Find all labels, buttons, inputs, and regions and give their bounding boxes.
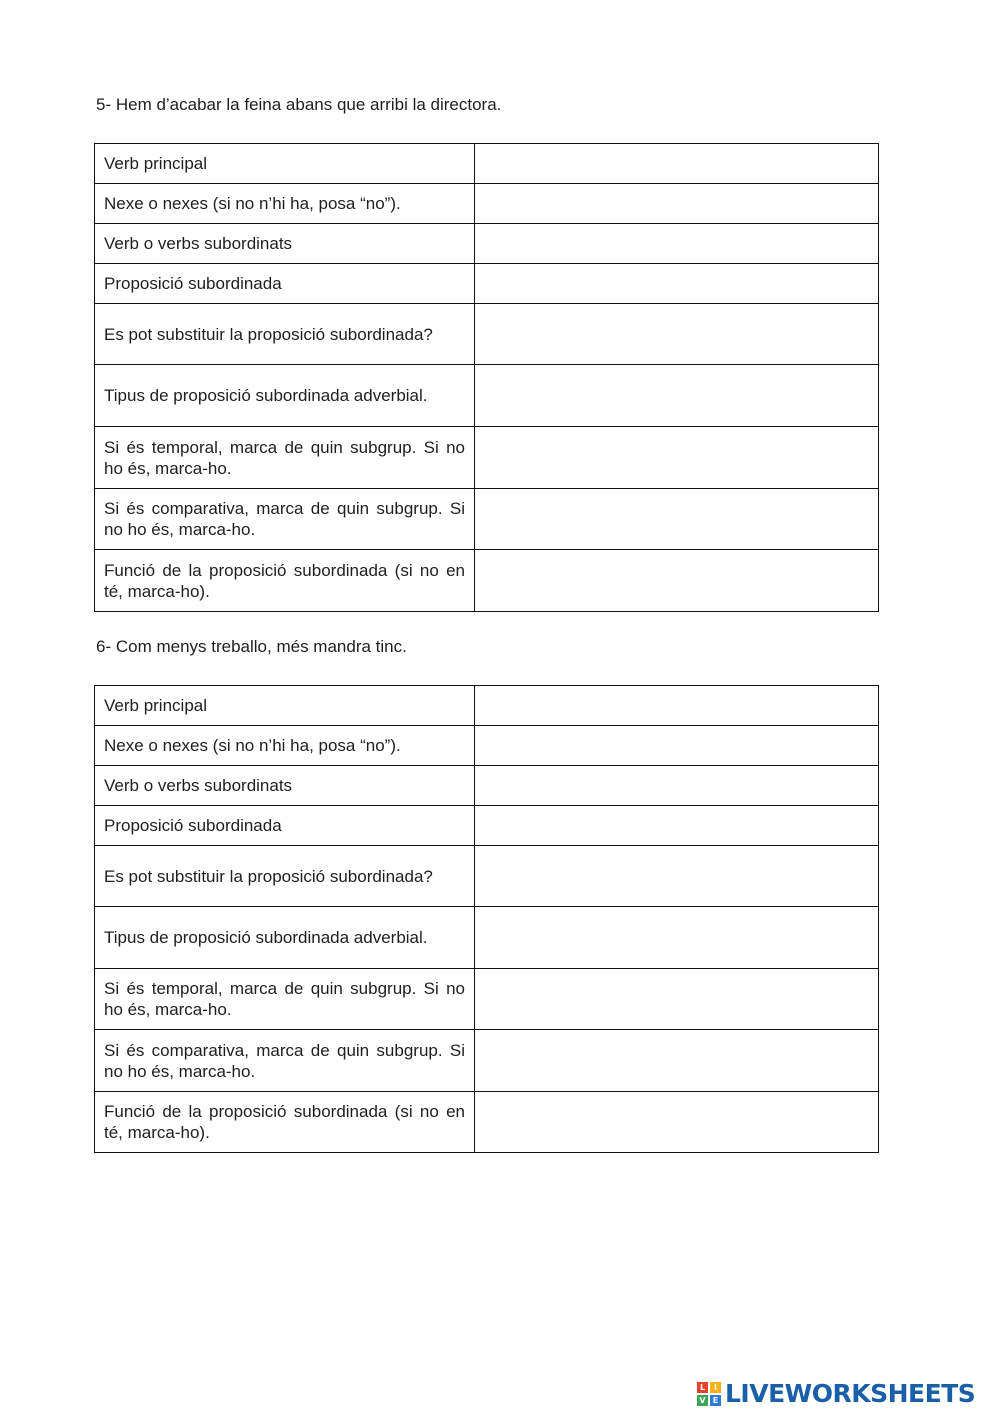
answer-cell-proposicio-subordinada[interactable] xyxy=(475,264,879,304)
table-row xyxy=(95,846,879,907)
logo-letter: I xyxy=(710,1382,721,1393)
answer-cell-proposicio-subordinada[interactable] xyxy=(475,806,879,846)
row-label-substituir: Es pot substituir la proposició subordinada? xyxy=(95,846,475,907)
table-row xyxy=(95,806,879,846)
row-label-tipus: Tipus de proposició subordinada adverbial. xyxy=(95,907,475,969)
table-row xyxy=(95,726,879,766)
row-label-temporal: Si és temporal, marca de quin subgrup. Si no ho és, marca-ho. xyxy=(95,969,475,1030)
table-row xyxy=(95,907,879,969)
row-label-nexe: Nexe o nexes (si no n’hi ha, posa “no”). xyxy=(95,726,475,766)
row-label-comparativa: Si és comparativa, marca de quin subgrup. Si no ho és, marca-ho. xyxy=(95,489,475,550)
answer-cell-tipus[interactable] xyxy=(475,907,879,969)
question-6-prompt: 6- Com menys treballo, més mandra tinc. xyxy=(96,637,407,656)
row-label-tipus: Tipus de proposició subordinada adverbial. xyxy=(95,365,475,427)
answer-cell-temporal[interactable] xyxy=(475,969,879,1030)
table-row xyxy=(95,550,879,612)
table-row xyxy=(95,365,879,427)
table-row xyxy=(95,686,879,726)
table-row xyxy=(95,304,879,365)
logo-letter: L xyxy=(697,1382,708,1393)
answer-cell-verb-principal[interactable] xyxy=(475,144,879,184)
row-label-verb-principal: Verb principal xyxy=(95,144,475,184)
table-row xyxy=(95,144,879,184)
row-label-verbs-subordinats: Verb o verbs subordinats xyxy=(95,224,475,264)
logo-letter: E xyxy=(710,1395,721,1406)
table-row xyxy=(95,969,879,1030)
row-label-proposicio-subordinada: Proposició subordinada xyxy=(95,264,475,304)
table-row xyxy=(95,1092,879,1153)
row-label-verb-principal: Verb principal xyxy=(95,686,475,726)
answer-cell-nexe[interactable] xyxy=(475,726,879,766)
answer-cell-substituir[interactable] xyxy=(475,846,879,907)
question-6-table xyxy=(94,685,879,1153)
row-label-funcio: Funció de la proposició subordinada (si no en té, marca-ho). xyxy=(95,550,475,612)
liveworksheets-watermark xyxy=(697,1378,975,1410)
answer-cell-comparativa[interactable] xyxy=(475,489,879,550)
table-row xyxy=(95,766,879,806)
row-label-verbs-subordinats: Verb o verbs subordinats xyxy=(95,766,475,806)
answer-cell-substituir[interactable] xyxy=(475,304,879,365)
row-label-substituir: Es pot substituir la proposició subordinada? xyxy=(95,304,475,365)
table-row xyxy=(95,427,879,489)
table-row xyxy=(95,489,879,550)
liveworksheets-logo-icon xyxy=(697,1382,721,1406)
answer-cell-verbs-subordinats[interactable] xyxy=(475,766,879,806)
answer-cell-verbs-subordinats[interactable] xyxy=(475,224,879,264)
answer-cell-comparativa[interactable] xyxy=(475,1030,879,1092)
answer-cell-temporal[interactable] xyxy=(475,427,879,489)
answer-cell-funcio[interactable] xyxy=(475,1092,879,1153)
row-label-temporal: Si és temporal, marca de quin subgrup. Si no ho és, marca-ho. xyxy=(95,427,475,489)
question-5-table xyxy=(94,143,879,612)
answer-cell-tipus[interactable] xyxy=(475,365,879,427)
question-5-prompt: 5- Hem d’acabar la feina abans que arribi la directora. xyxy=(96,95,502,114)
row-label-comparativa: Si és comparativa, marca de quin subgrup. Si no ho és, marca-ho. xyxy=(95,1030,475,1092)
logo-letter: V xyxy=(697,1395,708,1406)
row-label-nexe: Nexe o nexes (si no n’hi ha, posa “no”). xyxy=(95,184,475,224)
table-row xyxy=(95,1030,879,1092)
table-row xyxy=(95,184,879,224)
answer-cell-verb-principal[interactable] xyxy=(475,686,879,726)
answer-cell-nexe[interactable] xyxy=(475,184,879,224)
row-label-funcio: Funció de la proposició subordinada (si no en té, marca-ho). xyxy=(95,1092,475,1153)
table-row xyxy=(95,264,879,304)
watermark-text: LIVEWORKSHEETS xyxy=(725,1379,976,1408)
row-label-proposicio-subordinada: Proposició subordinada xyxy=(95,806,475,846)
table-row xyxy=(95,224,879,264)
answer-cell-funcio[interactable] xyxy=(475,550,879,612)
